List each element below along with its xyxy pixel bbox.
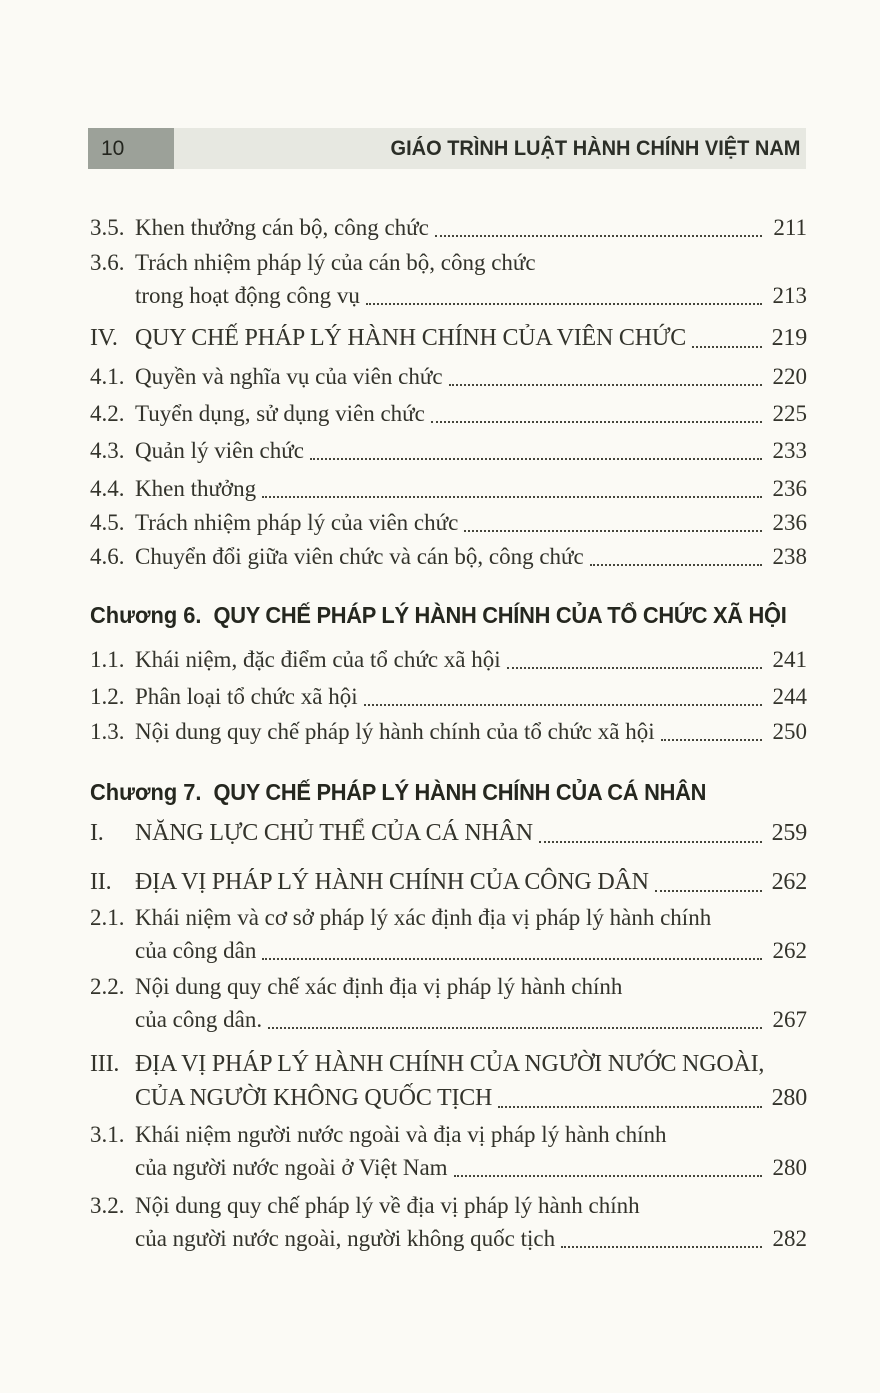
- running-title: GIÁO TRÌNH LUẬT HÀNH CHÍNH VIỆT NAM: [390, 136, 801, 160]
- entry-number: 1.1.: [90, 647, 125, 672]
- table-of-contents: [90, 0, 807, 1255]
- dot-leader: [454, 1175, 762, 1177]
- entry-title: ĐỊA VỊ PHÁP LÝ HÀNH CHÍNH CỦA CÔNG DÂN: [135, 869, 649, 895]
- dot-leader: [262, 496, 762, 498]
- dot-leader: [655, 890, 762, 892]
- entry-number: 1.3.: [90, 719, 125, 744]
- entry-number: 4.4.: [90, 476, 125, 501]
- dot-leader: [507, 667, 762, 669]
- toc-entry: [90, 865, 807, 899]
- dot-leader: [449, 384, 762, 386]
- entry-number: III.: [90, 1051, 120, 1077]
- toc-entry: [90, 360, 807, 393]
- toc-entry: [90, 1047, 807, 1115]
- entry-number: 4.5.: [90, 510, 125, 535]
- entry-page-number: 262: [771, 869, 807, 895]
- entry-number: 3.1.: [90, 1122, 125, 1147]
- entry-page-number: 244: [772, 684, 807, 709]
- entry-title: Khen thưởng: [135, 476, 257, 501]
- chapter-title: QUY CHẾ PHÁP LÝ HÀNH CHÍNH CỦA CÁ NHÂN: [213, 779, 707, 805]
- entry-title: Quyền và nghĩa vụ của viên chức: [135, 364, 443, 389]
- entry-title-line2-row: [135, 1003, 807, 1036]
- toc-entry: [90, 472, 807, 505]
- entry-title: Quản lý viên chức: [135, 438, 304, 463]
- dot-leader: [364, 704, 762, 706]
- entry-body: [135, 1118, 807, 1184]
- entry-page-number: 213: [772, 283, 807, 308]
- dot-leader: [366, 303, 762, 305]
- entry-page-number: 238: [772, 544, 807, 569]
- entry-title-line1: Khái niệm người nước ngoài và địa vị pháp lý hành chính: [135, 1122, 667, 1147]
- dot-leader: [435, 235, 762, 237]
- entry-title: QUY CHẾ PHÁP LÝ HÀNH CHÍNH CỦA VIÊN CHỨC: [135, 325, 687, 351]
- entry-title-line2: CỦA NGƯỜI KHÔNG QUỐC TỊCH: [135, 1085, 493, 1111]
- entry-number: 3.2.: [90, 1193, 125, 1218]
- entry-page-number: 280: [772, 1155, 807, 1180]
- entry-number: 3.5.: [90, 215, 125, 240]
- toc-entry: [90, 680, 807, 713]
- entry-title: Phân loại tổ chức xã hội: [135, 684, 358, 709]
- entry-title: Tuyển dụng, sử dụng viên chức: [135, 401, 425, 426]
- entry-title-line2-row: [135, 1151, 807, 1184]
- dot-leader: [539, 841, 762, 843]
- entry-body: [135, 1189, 807, 1255]
- entry-number: II.: [90, 869, 112, 895]
- entry-page-number: 280: [771, 1085, 807, 1111]
- entry-page-number: 259: [771, 820, 807, 846]
- entry-title-line2-row: [135, 1081, 807, 1115]
- dot-leader: [590, 564, 762, 566]
- chapter-heading-inner: [90, 597, 787, 633]
- entry-title-line1: ĐỊA VỊ PHÁP LÝ HÀNH CHÍNH CỦA NGƯỜI NƯỚC NGOÀI,: [135, 1051, 765, 1077]
- entry-title-line2: của công dân.: [135, 1007, 263, 1032]
- entry-page-number: 267: [772, 1007, 807, 1032]
- entry-title-line2: của người nước ngoài, người không quốc tịch: [135, 1226, 556, 1251]
- dot-leader: [310, 458, 762, 460]
- toc-entry: [90, 506, 807, 539]
- chapter-heading: [90, 774, 807, 810]
- entry-body: [135, 246, 807, 312]
- entry-page-number: 241: [772, 647, 807, 672]
- entry-title-line2: của người nước ngoài ở Việt Nam: [135, 1155, 448, 1180]
- entry-body: [135, 1047, 807, 1115]
- dot-leader: [561, 1246, 762, 1248]
- entry-title-line2-row: [135, 279, 807, 312]
- entry-title: NĂNG LỰC CHỦ THỂ CỦA CÁ NHÂN: [135, 820, 533, 846]
- toc-entry: [90, 321, 807, 355]
- chapter-title: QUY CHẾ PHÁP LÝ HÀNH CHÍNH CỦA TỔ CHỨC XÃ HỘI: [213, 602, 787, 628]
- chapter-label: Chương 7.: [90, 779, 202, 805]
- entry-number: 2.1.: [90, 905, 125, 930]
- entry-page-number: 219: [771, 325, 807, 351]
- toc-entry: [90, 211, 807, 244]
- chapter-heading-inner: [90, 774, 771, 810]
- entry-page-number: 225: [772, 401, 807, 426]
- entry-title: Khái niệm, đặc điểm của tổ chức xã hội: [135, 647, 501, 672]
- entry-number: 4.2.: [90, 401, 125, 426]
- toc-entry: [90, 540, 807, 573]
- entry-title: Nội dung quy chế pháp lý hành chính của tổ chức xã hội: [135, 719, 655, 744]
- dot-leader: [262, 958, 762, 960]
- entry-number: 3.6.: [90, 250, 125, 275]
- entry-number: 4.6.: [90, 544, 125, 569]
- toc-entry: [90, 397, 807, 430]
- entry-title-line2: trong hoạt động công vụ: [135, 283, 360, 308]
- entry-page-number: 236: [772, 476, 807, 501]
- toc-entry: [90, 643, 807, 676]
- entry-title: Khen thưởng cán bộ, công chức: [135, 215, 429, 240]
- entry-title-line2: của công dân: [135, 938, 257, 963]
- chapter-label: Chương 6.: [90, 602, 202, 628]
- entry-number: 2.2.: [90, 974, 125, 999]
- dot-leader: [692, 346, 762, 348]
- dot-leader: [498, 1106, 762, 1108]
- entry-page-number: 220: [772, 364, 807, 389]
- entry-page-number: 211: [773, 215, 807, 240]
- entry-number: 4.1.: [90, 364, 125, 389]
- dot-leader: [431, 421, 762, 423]
- entry-page-number: 282: [772, 1226, 807, 1251]
- page-number: 10: [88, 128, 174, 169]
- toc-entry: [90, 970, 807, 1036]
- dot-leader: [268, 1027, 762, 1029]
- dot-leader: [464, 530, 762, 532]
- toc-entry: [90, 434, 807, 467]
- entry-title: Trách nhiệm pháp lý của viên chức: [135, 510, 459, 535]
- toc-entry: [90, 901, 807, 967]
- entry-title-line1: Nội dung quy chế pháp lý về địa vị pháp lý hành chính: [135, 1193, 640, 1218]
- entry-number: 4.3.: [90, 438, 125, 463]
- dot-leader: [661, 739, 762, 741]
- entry-title-line1: Nội dung quy chế xác định địa vị pháp lý hành chính: [135, 974, 623, 999]
- chapter-heading: [90, 597, 807, 633]
- entry-body: [135, 970, 807, 1036]
- entry-number: IV.: [90, 325, 118, 351]
- toc-entry: [90, 816, 807, 850]
- entry-page-number: 250: [772, 719, 807, 744]
- entry-title-line2-row: [135, 934, 807, 967]
- toc-entry: [90, 1189, 807, 1255]
- entry-number: 1.2.: [90, 684, 125, 709]
- entry-title-line1: Khái niệm và cơ sở pháp lý xác định địa vị pháp lý hành chính: [135, 905, 712, 930]
- toc-entry: [90, 715, 807, 748]
- entry-title-line2-row: [135, 1222, 807, 1255]
- entry-title-line1: Trách nhiệm pháp lý của cán bộ, công chức: [135, 250, 536, 275]
- toc-entry: [90, 246, 807, 312]
- entry-title: Chuyển đổi giữa viên chức và cán bộ, công chức: [135, 544, 584, 569]
- entry-page-number: 262: [772, 938, 807, 963]
- entry-page-number: 233: [772, 438, 807, 463]
- entry-number: I.: [90, 820, 104, 846]
- toc-entry: [90, 1118, 807, 1184]
- entry-body: [135, 901, 807, 967]
- entry-page-number: 236: [772, 510, 807, 535]
